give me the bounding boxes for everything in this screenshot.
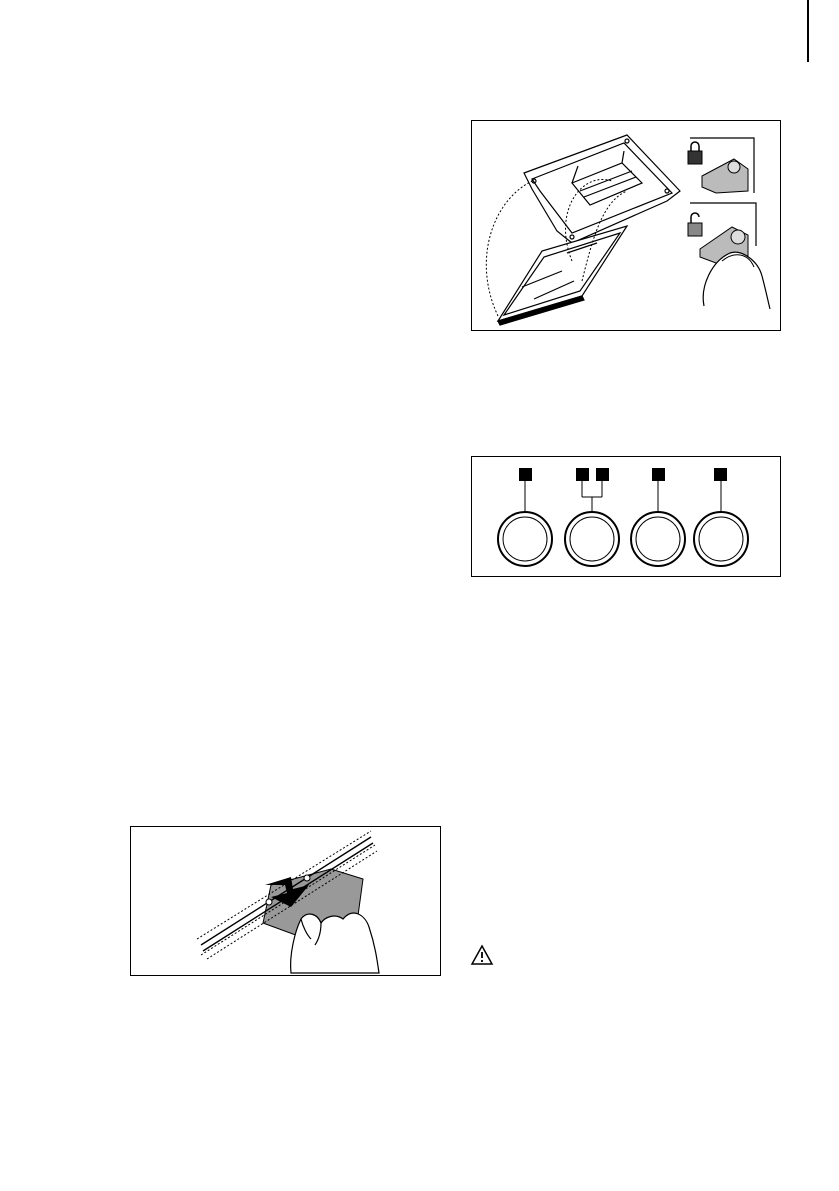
lock-open-icon	[688, 223, 702, 236]
filter-plate	[498, 226, 627, 325]
page-edge-marker	[807, 0, 809, 62]
rail-cleaning-figure	[130, 826, 441, 976]
knob	[498, 512, 552, 566]
knob	[565, 512, 619, 566]
lock-closed-icon	[688, 151, 702, 164]
hood-panel	[524, 135, 680, 243]
hand-icon	[291, 913, 379, 973]
knob-marker	[596, 468, 609, 481]
lock-open-inset	[688, 203, 770, 309]
control-knobs-figure	[471, 456, 781, 577]
knob-marker	[576, 468, 589, 481]
filter-removal-illustration	[472, 121, 782, 332]
knob-marker	[519, 468, 532, 481]
control-knobs-illustration	[472, 457, 782, 578]
filter-removal-figure	[471, 120, 781, 331]
knob-marker	[652, 468, 665, 481]
rail-illustration	[131, 827, 442, 977]
warning-triangle-icon	[470, 944, 494, 966]
lock-closed-inset	[688, 138, 754, 193]
knob	[631, 512, 685, 566]
knob-marker	[714, 468, 727, 481]
knob	[694, 512, 748, 566]
